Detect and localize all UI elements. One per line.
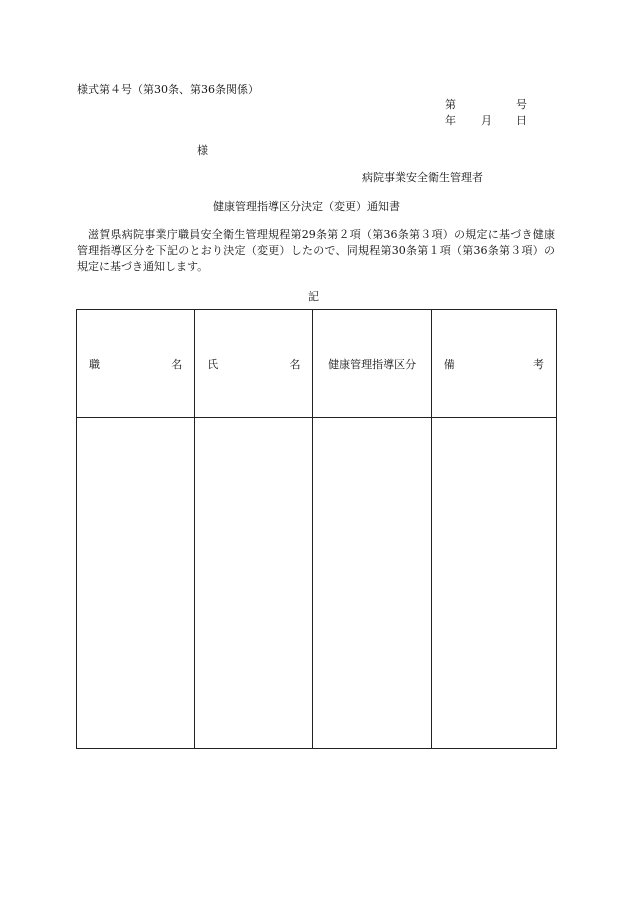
recipient-honorific: 様	[197, 144, 208, 157]
position-cell[interactable]	[77, 418, 195, 749]
header-text: 名	[171, 357, 183, 371]
date-day-label: 日	[516, 114, 527, 127]
header-text: 健康管理指導区分	[328, 357, 417, 371]
name-cell[interactable]	[195, 418, 313, 749]
remarks-cell[interactable]	[431, 418, 556, 749]
table-row	[77, 418, 557, 749]
document-number-suffix: 号	[516, 98, 527, 111]
sender-title: 病院事業安全衛生管理者	[362, 171, 483, 184]
form-number-label: 様式第４号（第30条、第36条関係）	[77, 83, 259, 96]
ki-heading: 記	[308, 290, 319, 303]
header-text: 備	[443, 357, 455, 371]
date-year-label: 年	[445, 114, 456, 127]
record-table	[76, 309, 557, 749]
document-number-prefix: 第	[445, 98, 456, 111]
header-text: 考	[533, 357, 544, 371]
column-header-name	[195, 310, 313, 418]
header-text: 名	[289, 357, 301, 371]
column-header-position	[77, 310, 195, 418]
body-paragraph: 滋賀県病院事業庁職員安全衛生管理規程第29条第２項（第36条第３項）の規定に基づき健康管理指導区分を下記のとおり決定（変更）したので、同規程第30条第１項（第36条第３項）の規定に基づき通知します。	[77, 228, 555, 273]
document-title: 健康管理指導区分決定（変更）通知書	[213, 200, 400, 213]
header-text: 氏	[207, 357, 219, 371]
table-header-row	[77, 310, 557, 418]
column-header-remarks	[431, 310, 556, 418]
date-month-label: 月	[481, 114, 492, 127]
column-header-health-category	[313, 310, 431, 418]
health-category-cell[interactable]	[313, 418, 431, 749]
header-text: 職	[89, 357, 100, 371]
